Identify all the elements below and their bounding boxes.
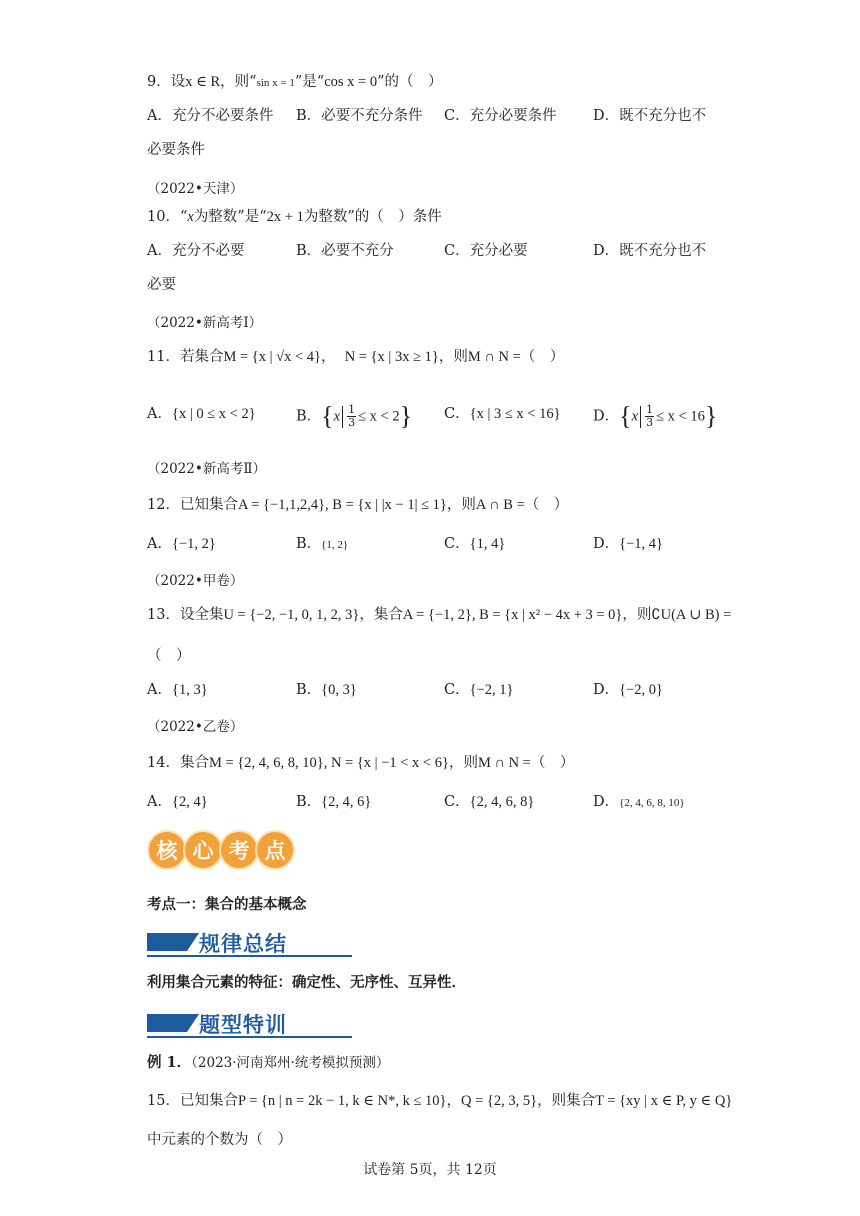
source-label: （2022•新高考Ⅰ） (147, 315, 263, 331)
option-b: B．{1, 2} (296, 536, 349, 552)
banner-title: 规律总结 (199, 932, 287, 956)
option-d: D．{−1, 4} (593, 536, 663, 552)
option-d-continued: 必要 (147, 277, 176, 293)
practice-banner (147, 1010, 352, 1038)
math-expr: T = {xy | x ∈ P, y ∈ Q} (595, 1093, 733, 1109)
math-expr: Q = {2, 3, 5} (461, 1093, 538, 1109)
option-c: C．充分必要条件 (444, 108, 557, 124)
math-expr: U = {−2, −1, 0, 1, 2, 3} (223, 607, 360, 623)
option-b: B．必要不充分 (296, 243, 394, 259)
example-heading: 例 1．（2023·河南郑州·统考模拟预测） (147, 1054, 390, 1071)
option-a: A．充分不必要条件 (147, 108, 274, 124)
math-expr: cos x = 0 (324, 74, 378, 90)
option-d-continued: 必要条件 (147, 142, 205, 158)
option-c: C．{1, 4} (444, 536, 506, 552)
math-expr: M ∩ N = (467, 349, 521, 365)
option-a: A．充分不必要 (147, 243, 245, 259)
math-expr: ∁U(A ∪ B) = (651, 607, 732, 623)
banner-title: 题型特训 (199, 1013, 287, 1037)
option-b: B．{2, 4, 6} (296, 794, 372, 810)
source-label: （2022•甲卷） (147, 573, 244, 589)
math-expr: ≤ x < 2 (358, 408, 400, 425)
math-expr: ≤ x < 16 (656, 408, 705, 425)
page-footer: 试卷第 5页，共 12页 (363, 1162, 497, 1178)
q10-stem: 10．“x为整数”是“2x + 1为整数”的（ ）条件 (147, 209, 442, 225)
rule-text: 利用集合元素的特征：确定性、无序性、互异性． (147, 974, 466, 991)
math-expr: x ∈ R (185, 74, 221, 90)
option-c: C．{2, 4, 6, 8} (444, 794, 535, 810)
option-a: A．{2, 4} (147, 794, 208, 810)
option-c: C．{−2, 1} (444, 682, 514, 698)
section-heading: 考点一：集合的基本概念 (147, 896, 307, 913)
option-a: A．{x | 0 ≤ x < 2} (147, 406, 256, 422)
q11-stem: 11．若集合M = {x | √x < 4}， N = {x | 3x ≥ 1}，则M ∩ N =（ ） (147, 349, 565, 365)
q13-stem: 13．设全集U = {−2, −1, 0, 1, 2, 3}，集合A = {−1, 2}, B = {x | x² − 4x + 3 = 0}，则∁U(A ∪ B) = (147, 607, 732, 623)
source-label: （2022•乙卷） (147, 719, 244, 735)
fraction: $\frac{1}{3}$ (646, 403, 654, 429)
badge-char: 核 (156, 839, 178, 863)
math-expr: N = {x | 3x ≥ 1} (344, 349, 439, 365)
q12-stem: 12．已知集合A = {−1,1,2,4}, B = {x | |x − 1| ≤ 1}，则A ∩ B =（ ） (147, 497, 569, 513)
option-c: C．{x | 3 ≤ x < 16} (444, 406, 561, 422)
option-a: A．{1, 3} (147, 682, 208, 698)
fraction: $\frac{1}{3}$ (348, 403, 356, 429)
math-expr: sin x = 1 (256, 77, 295, 89)
badge-char: 心 (192, 839, 214, 863)
option-d: D．{2, 4, 6, 8, 10} (593, 794, 685, 810)
option-d: D．{x $\frac{1}{3}$ ≤ x < 16} (593, 401, 718, 431)
badge-char: 考 (228, 839, 250, 863)
math-expr: 2x + 1 (266, 209, 304, 225)
option-a: A．{−1, 2} (147, 536, 216, 552)
option-d: D．既不充分也不 (593, 243, 707, 259)
math-expr: M = {x | √x < 4} (223, 349, 321, 365)
badge-char: 点 (264, 839, 286, 863)
source-label: （2022•新高考Ⅱ） (147, 461, 266, 477)
math-expr: P = {n | n = 2k − 1, k ∈ N*, k ≤ 10} (237, 1093, 447, 1109)
option-c: C．充分必要 (444, 243, 528, 259)
option-d: D．既不充分也不 (593, 108, 707, 124)
core-points-badge (147, 828, 297, 872)
math-expr: {x | 3 ≤ x < 16} (469, 406, 561, 422)
q9-stem: 9．设x ∈ R，则“sin x = 1”是“cos x = 0”的（ ） (147, 74, 443, 90)
q15-stem: 15．已知集合P = {n | n = 2k − 1, k ∈ N*, k ≤ 10}，Q = {2, 3, 5}，则集合T = {xy | x ∈ P, y ∈ Q} (147, 1093, 733, 1109)
option-b: B．必要不充分条件 (296, 108, 423, 124)
option-b: B．{x $\frac{1}{3}$ ≤ x < 2} (296, 401, 413, 431)
math-expr: A = {−1, 2}, B = {x | x² − 4x + 3 = 0} (402, 607, 623, 623)
math-expr: {x | 0 ≤ x < 2} (171, 406, 256, 422)
math-expr: M ∩ N = (477, 755, 531, 771)
math-expr: A = {−1,1,2,4}, B = {x | |x − 1| ≤ 1} (237, 497, 447, 513)
q13-stem-continued: （ ） (147, 648, 191, 664)
option-d: D．{−2, 0} (593, 682, 663, 698)
math-expr: A ∩ B = (475, 497, 525, 513)
math-expr: x (187, 209, 194, 225)
q14-stem: 14．集合M = {2, 4, 6, 8, 10}, N = {x | −1 < x < 6}，则M ∩ N =（ ） (147, 755, 575, 771)
q15-stem-continued: 中元素的个数为（ ） (147, 1132, 292, 1148)
rule-summary-banner (147, 929, 352, 957)
math-expr: M = {2, 4, 6, 8, 10}, N = {x | −1 < x < 6} (208, 755, 449, 771)
source-label: （2022•天津） (147, 181, 244, 197)
option-b: B．{0, 3} (296, 682, 357, 698)
